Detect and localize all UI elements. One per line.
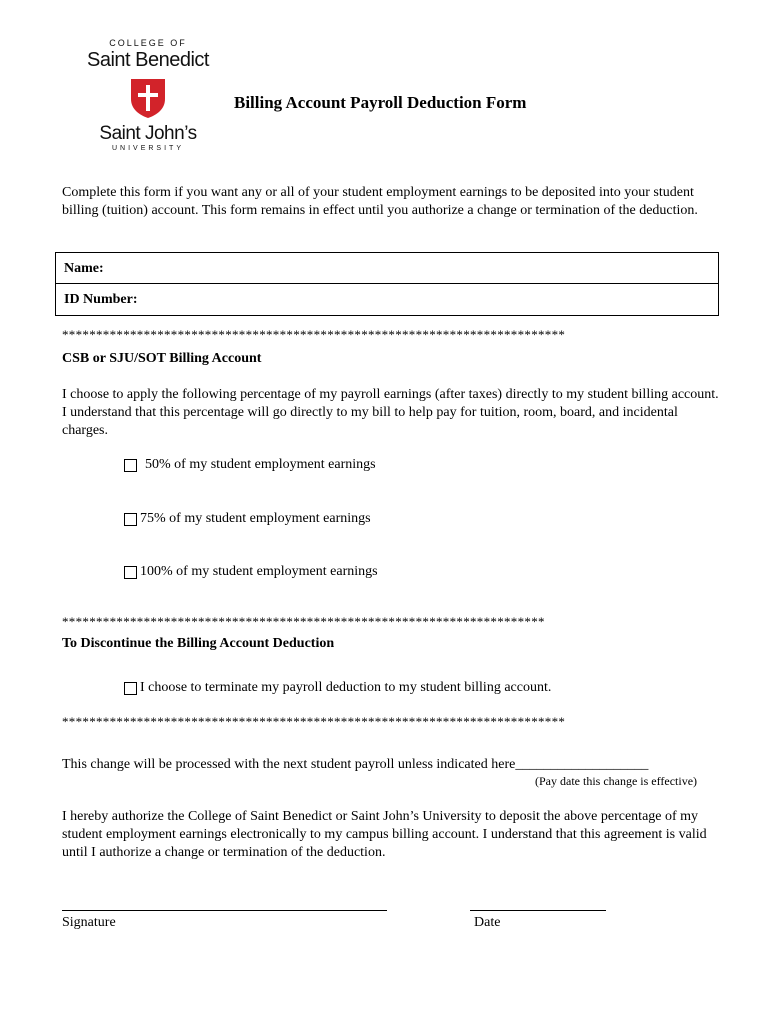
- logo-college-of: COLLEGE OF: [109, 38, 187, 48]
- institution-logo: [86, 38, 210, 154]
- intro-paragraph: Complete this form if you want any or all of your student employment earnings to be deposited into your student billing (tuition) account. This form remains in effect until you authorize a change or termination of the deduction.: [62, 185, 698, 218]
- identity-box: [55, 252, 719, 316]
- section1-heading: CSB or SJU/SOT Billing Account: [62, 351, 262, 366]
- logo-saint-benedict: Saint Benedict: [87, 49, 209, 71]
- logo-saint-johns: Saint John’s: [99, 123, 197, 144]
- authorization-paragraph: I hereby authorize the College of Saint Benedict or Saint John’s University to deposit the above percentage of my student employment earnings electronically to my campus billing account. I understand that this agreement is valid until I authorize a change or termination of the deduction.: [62, 809, 707, 860]
- id-number-field[interactable]: [56, 284, 718, 315]
- option-75-percent[interactable]: [124, 511, 371, 527]
- section2-heading: To Discontinue the Billing Account Deduction: [62, 636, 335, 651]
- signature-line[interactable]: [62, 910, 387, 911]
- option-terminate[interactable]: [124, 680, 551, 696]
- terminate-label: I choose to terminate my payroll deduction to my student billing account.: [140, 680, 552, 695]
- shield-cross-icon: [129, 77, 167, 119]
- signature-label: Signature: [62, 915, 116, 930]
- option-50-label: 50% of my student employment earnings: [145, 457, 376, 472]
- checkbox-100[interactable]: [124, 566, 137, 579]
- date-line[interactable]: [470, 910, 606, 911]
- option-50-percent[interactable]: [124, 457, 376, 473]
- section1-paragraph: I choose to apply the following percentage of my payroll earnings (after taxes) directly to my student billing account. I understand that this percentage will go directly to my bill to help pay for tuition, room, board, and incidental charges.: [62, 387, 719, 438]
- divider-stars-3: **************************************************************************: [62, 714, 566, 729]
- name-label: Name:: [64, 261, 104, 276]
- option-100-percent[interactable]: [124, 564, 378, 580]
- form-title: Billing Account Payroll Deduction Form: [234, 93, 527, 112]
- divider-stars-2: ***********************************************************************: [62, 614, 545, 629]
- divider-stars-1: **************************************************************************: [62, 327, 566, 342]
- id-number-label: ID Number:: [64, 292, 138, 307]
- option-100-label: 100% of my student employment earnings: [140, 564, 378, 579]
- checkbox-50[interactable]: [124, 459, 137, 472]
- change-processing-text: This change will be processed with the next student payroll unless indicated here___________________: [62, 757, 649, 772]
- pay-date-note: (Pay date this change is effective): [535, 774, 698, 788]
- option-75-label: 75% of my student employment earnings: [140, 511, 371, 526]
- logo-university: UNIVERSITY: [111, 145, 184, 152]
- name-field[interactable]: [56, 253, 718, 284]
- checkbox-75[interactable]: [124, 513, 137, 526]
- date-label: Date: [474, 915, 501, 930]
- checkbox-terminate[interactable]: [124, 682, 137, 695]
